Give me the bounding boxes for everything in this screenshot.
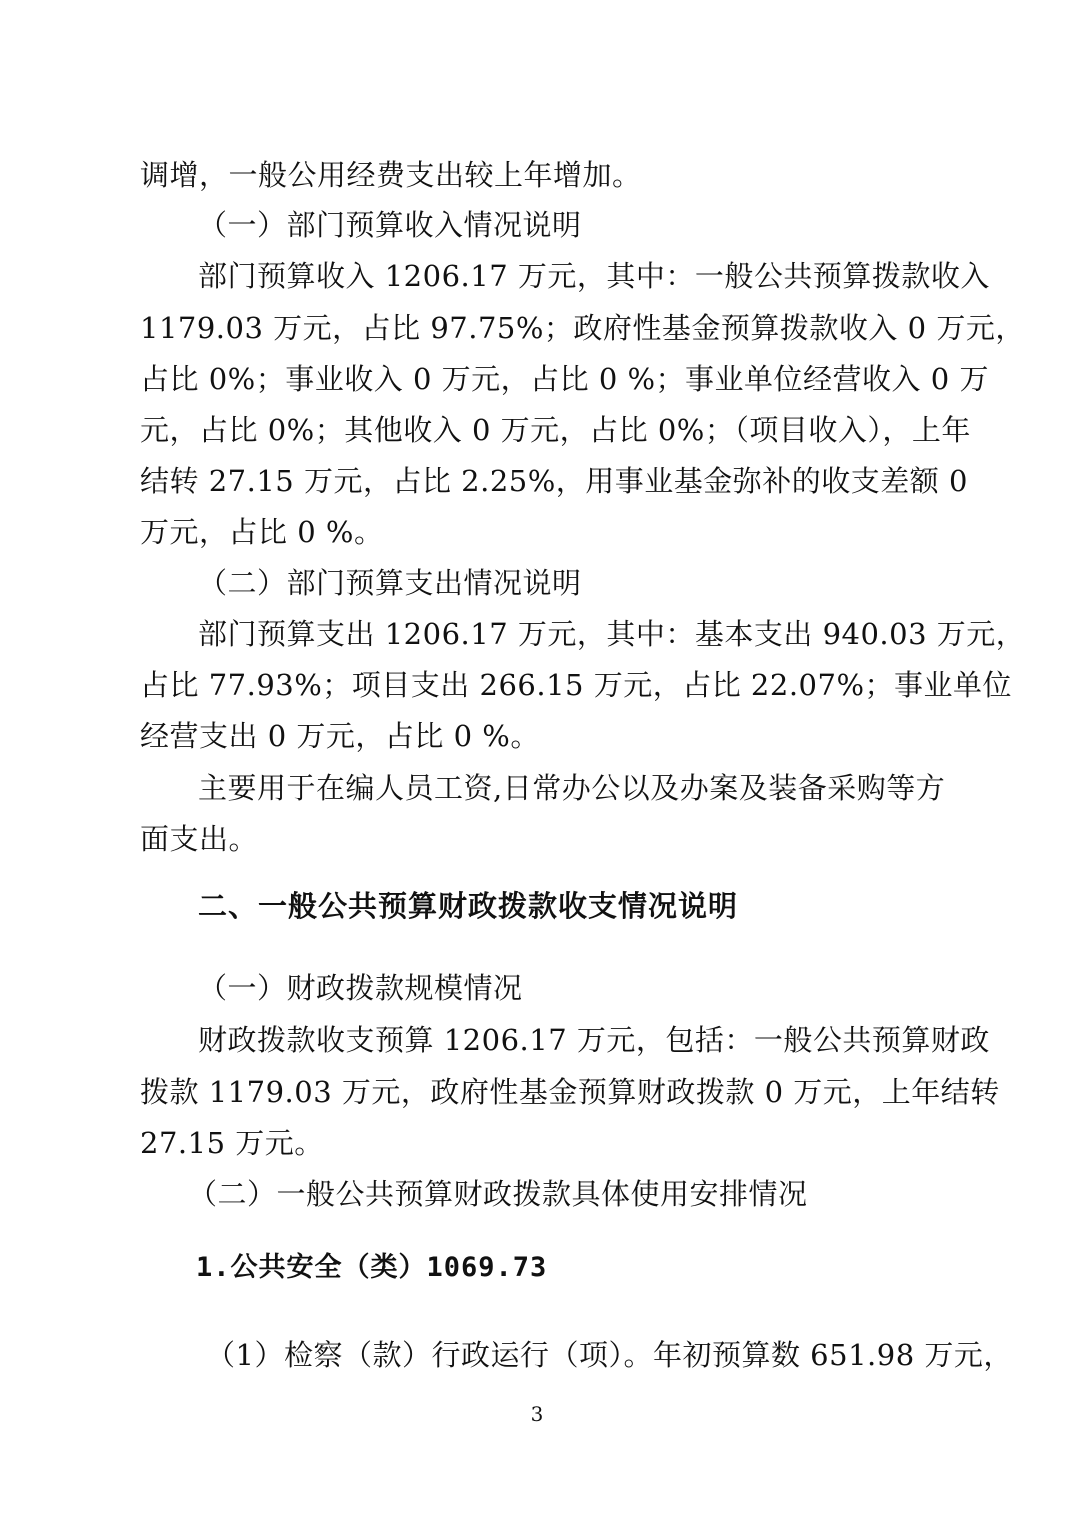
paragraph-line: 主要用于在编人员工资,日常办公以及办案及装备采购等方 — [198, 771, 946, 805]
paragraph-line: 部门预算收入 1206.17 万元，其中：一般公共预算拨款收入 — [198, 259, 990, 293]
paragraph-line: 面支出。 — [140, 822, 259, 856]
paragraph-line: 财政拨款收支预算 1206.17 万元，包括：一般公共预算财政 — [198, 1023, 990, 1057]
section-heading: 二、一般公共预算财政拨款收支情况说明 — [198, 889, 739, 923]
paragraph-line: 拨款 1179.03 万元，政府性基金预算财政拨款 0 万元，上年结转 — [140, 1075, 1000, 1109]
paragraph-line: 占比 77.93%；项目支出 266.15 万元，占比 22.07%；事业单位 — [140, 668, 1012, 702]
subsection-heading-usage: （二）一般公共预算财政拨款具体使用安排情况 — [188, 1177, 808, 1211]
paragraph-line: 结转 27.15 万元，占比 2.25%，用事业基金弥补的收支差额 0 — [140, 464, 968, 498]
subsection-heading-scale: （一）财政拨款规模情况 — [198, 971, 523, 1005]
paragraph-line: 调增，一般公用经费支出较上年增加。 — [140, 158, 642, 192]
paragraph-line: 27.15 万元。 — [140, 1126, 324, 1160]
paragraph-line: 占比 0%；事业收入 0 万元，占比 0 %；事业单位经营收入 0 万 — [140, 362, 989, 396]
paragraph-line: （1）检察（款）行政运行（项）。年初预算数 651.98 万元， — [206, 1338, 1013, 1372]
paragraph-line: 万元，占比 0 %。 — [140, 515, 384, 549]
category-heading: 1.公共安全（类）1069.73 — [196, 1252, 548, 1283]
subsection-heading-expense: （二）部门预算支出情况说明 — [198, 566, 582, 600]
subsection-heading-income: （一）部门预算收入情况说明 — [198, 208, 582, 242]
paragraph-line: 1179.03 万元，占比 97.75%；政府性基金预算拨款收入 0 万元， — [140, 311, 1025, 345]
page-number: 3 — [530, 1402, 544, 1426]
paragraph-line: 部门预算支出 1206.17 万元，其中：基本支出 940.03 万元， — [198, 617, 1026, 651]
paragraph-line: 经营支出 0 万元，占比 0 %。 — [140, 719, 540, 753]
paragraph-line: 元，占比 0%；其他收入 0 万元，占比 0%；（项目收入），上年 — [140, 413, 971, 447]
